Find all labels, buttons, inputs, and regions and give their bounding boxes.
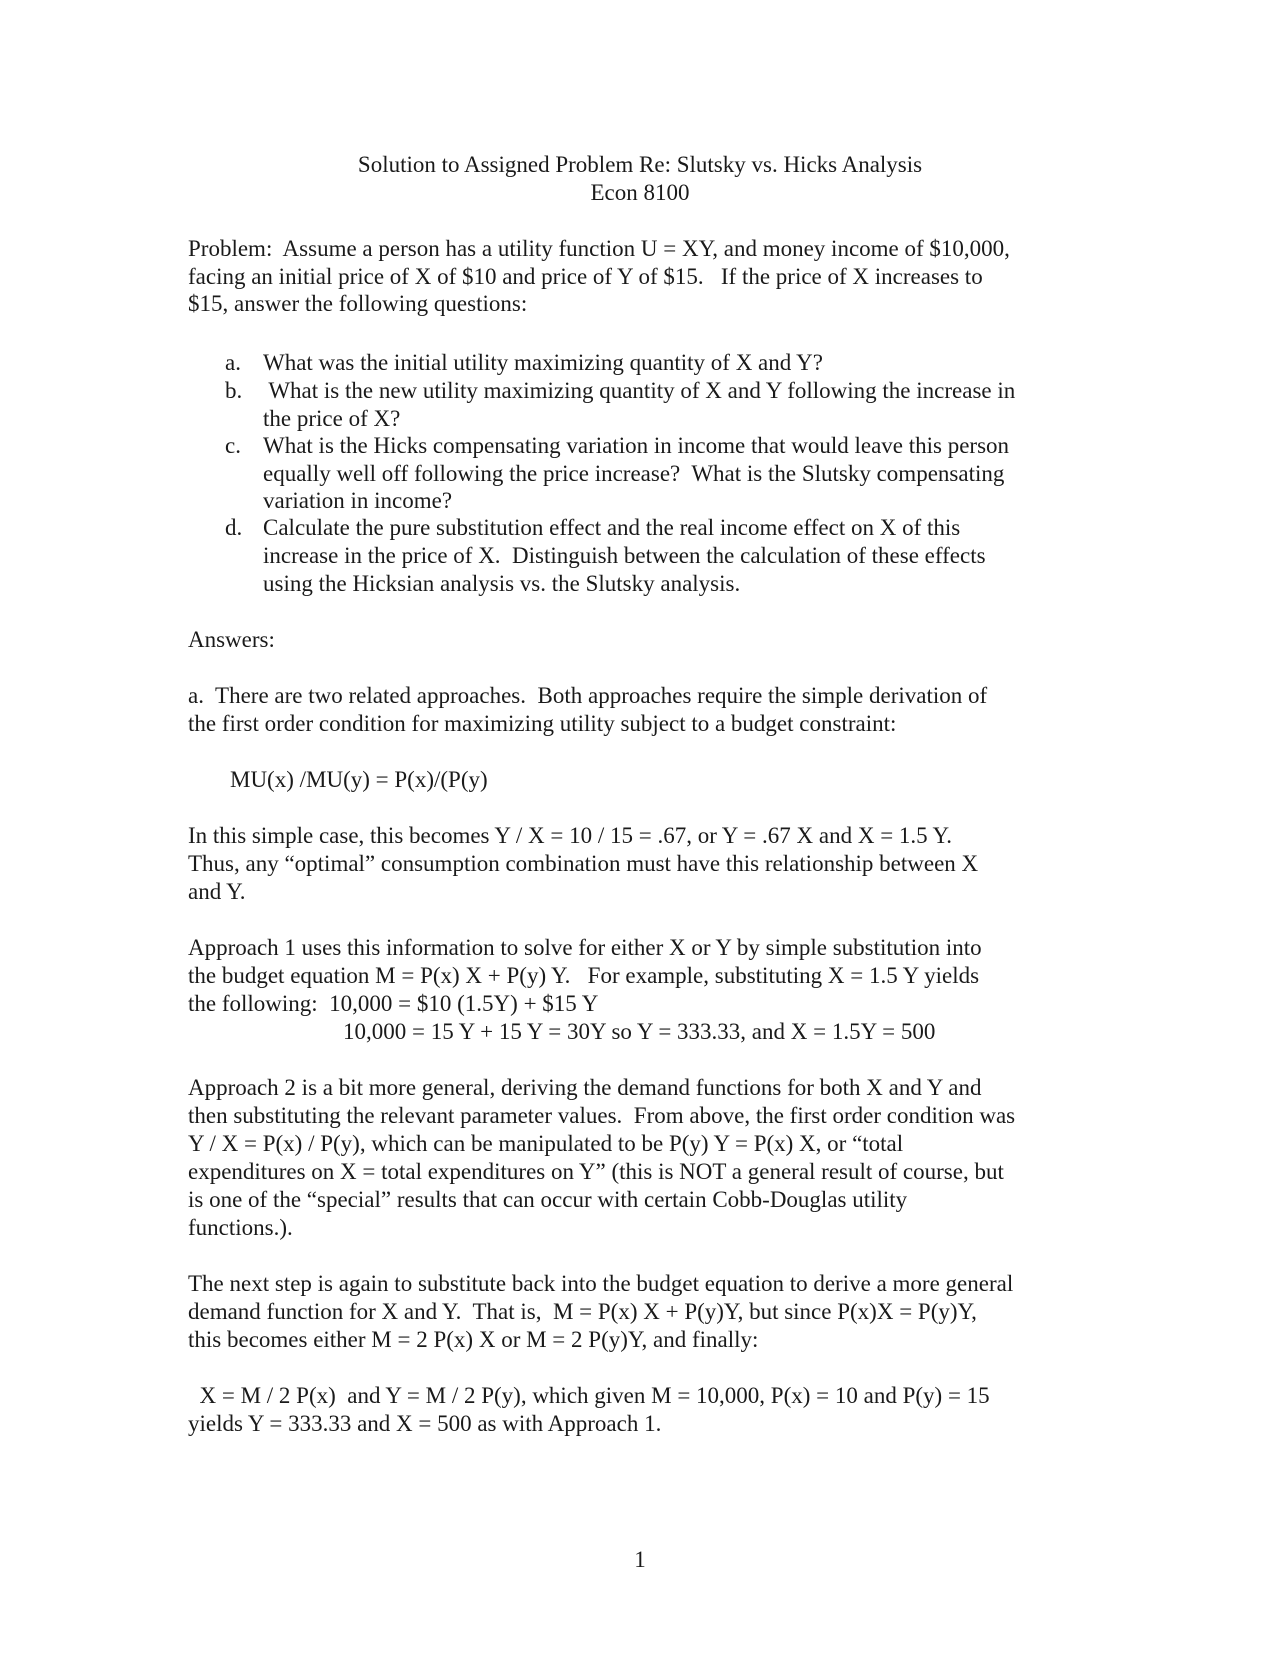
question-text-line: What is the new utility maximizing quantity of X and Y following the increase in xyxy=(263,378,1016,403)
approach2-line-6: functions.). xyxy=(188,1215,293,1240)
page-number: 1 xyxy=(634,1547,646,1572)
approach1-line-2: the budget equation M = P(x) X + P(y) Y. For example, substituting X = 1.5 Y yields xyxy=(188,963,980,988)
approach1-line-1: Approach 1 uses this information to solve for either X or Y by simple substitution into xyxy=(188,935,982,960)
question-label: d. xyxy=(225,515,243,540)
problem-line-2: facing an initial price of X of $10 and price of Y of $15. If the price of X increases to xyxy=(188,264,983,289)
next-step-line-2: demand function for X and Y. That is, M = P(x) X + P(y)Y, but since P(x)X = P(y)Y, xyxy=(188,1299,977,1324)
question-text-line: Calculate the pure substitution effect and the real income effect on X of this xyxy=(263,515,961,540)
answer-a-line-1: a. There are two related approaches. Both approaches require the simple derivation of xyxy=(188,683,988,708)
question-text-line: the price of X? xyxy=(263,406,401,431)
question-text-line: What was the initial utility maximizing quantity of X and Y? xyxy=(263,350,823,375)
simple-case-line-2: Thus, any “optimal” consumption combination must have this relationship between X xyxy=(188,851,979,876)
simple-case-line-1: In this simple case, this becomes Y / X = 10 / 15 = .67, or Y = .67 X and X = 1.5 Y. xyxy=(188,823,952,848)
next-step-line-1: The next step is again to substitute back into the budget equation to derive a more general xyxy=(188,1271,1014,1296)
approach1-line-3: the following: 10,000 = $10 (1.5Y) + $15 Y xyxy=(188,991,599,1016)
question-text-line: increase in the price of X. Distinguish between the calculation of these effects xyxy=(263,543,986,568)
foc-equation: MU(x) /MU(y) = P(x)/(P(y) xyxy=(230,767,488,792)
document-title: Solution to Assigned Problem Re: Slutsky vs. Hicks Analysis xyxy=(357,152,923,177)
question-label: b. xyxy=(225,378,243,403)
question-text-line: equally well off following the price increase? What is the Slutsky compensating xyxy=(263,461,1005,486)
simple-case-line-3: and Y. xyxy=(188,879,246,904)
approach2-line-5: is one of the “special” results that can occur with certain Cobb-Douglas utility xyxy=(188,1187,908,1212)
question-text-line: What is the Hicks compensating variation in income that would leave this person xyxy=(263,433,1010,458)
final-line-2: yields Y = 333.33 and X = 500 as with Approach 1. xyxy=(188,1411,662,1436)
approach2-line-2: then substituting the relevant parameter values. From above, the first order condition was xyxy=(188,1103,1016,1128)
course-label: Econ 8100 xyxy=(590,180,690,205)
problem-line-3: $15, answer the following questions: xyxy=(188,291,528,316)
next-step-line-3: this becomes either M = 2 P(x) X or M = 2 P(y)Y, and finally: xyxy=(188,1327,759,1352)
question-label: c. xyxy=(225,433,241,458)
problem-line-1: Problem: Assume a person has a utility function U = XY, and money income of $10,000, xyxy=(188,236,1010,261)
question-label: a. xyxy=(225,350,241,375)
approach2-line-3: Y / X = P(x) / P(y), which can be manipulated to be P(y) Y = P(x) X, or “total xyxy=(188,1131,904,1156)
answer-a-line-2: the first order condition for maximizing utility subject to a budget constraint: xyxy=(188,711,897,736)
question-text-line: variation in income? xyxy=(263,488,453,513)
approach2-line-1: Approach 2 is a bit more general, deriving the demand functions for both X and Y and xyxy=(188,1075,982,1100)
final-line-1: X = M / 2 P(x) and Y = M / 2 P(y), which given M = 10,000, P(x) = 10 and P(y) = 15 xyxy=(188,1383,990,1408)
answers-heading: Answers: xyxy=(188,627,275,652)
question-text-line: using the Hicksian analysis vs. the Slutsky analysis. xyxy=(263,571,741,596)
approach1-result: 10,000 = 15 Y + 15 Y = 30Y so Y = 333.33, and X = 1.5Y = 500 xyxy=(343,1019,936,1044)
approach2-line-4: expenditures on X = total expenditures on Y” (this is NOT a general result of course, but xyxy=(188,1159,1004,1184)
